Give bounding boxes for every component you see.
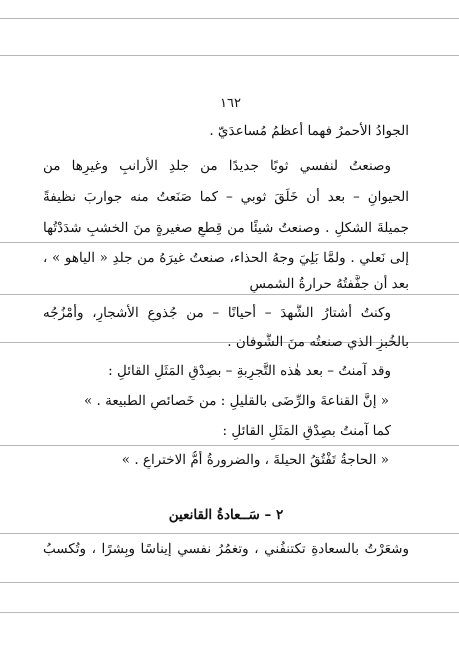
ruled-line	[0, 533, 459, 534]
text-line: وقد آمنتُ – بعد هٰذه التَّجرِبةِ – بصِدْقِ المَثَلِ القائلِ :	[108, 363, 391, 379]
text-line: كما آمنتُ بصِدْقِ المَثَلِ القائلِ :	[222, 423, 391, 439]
ruled-line	[0, 582, 459, 583]
section-heading: ٢ – سَــعادةُ القانعين	[168, 507, 284, 523]
text-line: الحيوانِ – بعد أن خَلَقَ ثوبي – كما صَنَعتُ منه جواربَ نظيفةً	[43, 189, 409, 205]
quote-line: « الحاجةُ تَفْتُقُ الحيلةَ ، والضرورةُ أُمُّ الاختراعِ . »	[121, 452, 389, 468]
ruled-line	[0, 18, 459, 19]
text-line: جميلةَ الشكلِ . وصنعتُ شيئًا من قِطعٍ صغيرةٍ منَ الخشبِ شدَدْتُها	[43, 220, 409, 236]
quote-line: « إنَّ القناعةَ والرِّضَى بالقليلِ : من خَصائصِ الطبيعة . »	[83, 393, 389, 409]
ruled-line	[0, 55, 459, 56]
text-line: وصنعتُ لنفسي ثوبًا جديدًا من جلدِ الأرانبِ وغيرِها من	[43, 158, 391, 174]
text-line: الجوادُ الأحمرُ فهما أعظمُ مُساعدَيّ .	[209, 123, 409, 139]
ruled-line	[0, 294, 459, 295]
text-line: إلى نَعلي . ولمَّا بَلِيَ وجهُ الحذاء، صنعتُ غيرَهُ من جلدِ « الياهو » ،	[43, 250, 409, 266]
text-line: بعد أن جفَّفتُهُ حرارةُ الشمسِ	[249, 276, 409, 292]
ruled-line	[0, 612, 459, 613]
text-line: بالخُبزِ الذي صنعتُه منَ الشُّوفان .	[227, 334, 409, 350]
text-line: وشعَرْتُ بالسعادةِ تكتنفُني ، وتغمُرُ نفسي إيناسًا وبِشرًا ، وتُكسبُ	[43, 541, 409, 557]
page-number: ١٦٢	[220, 96, 241, 111]
ruled-line	[0, 445, 459, 446]
text-line: وكنتُ أشتارُ الشَّهدَ – أحيانًا – من جُذوعِ الأشجارِ، وأمْزُجُه	[43, 305, 391, 321]
ruled-line	[0, 242, 459, 243]
